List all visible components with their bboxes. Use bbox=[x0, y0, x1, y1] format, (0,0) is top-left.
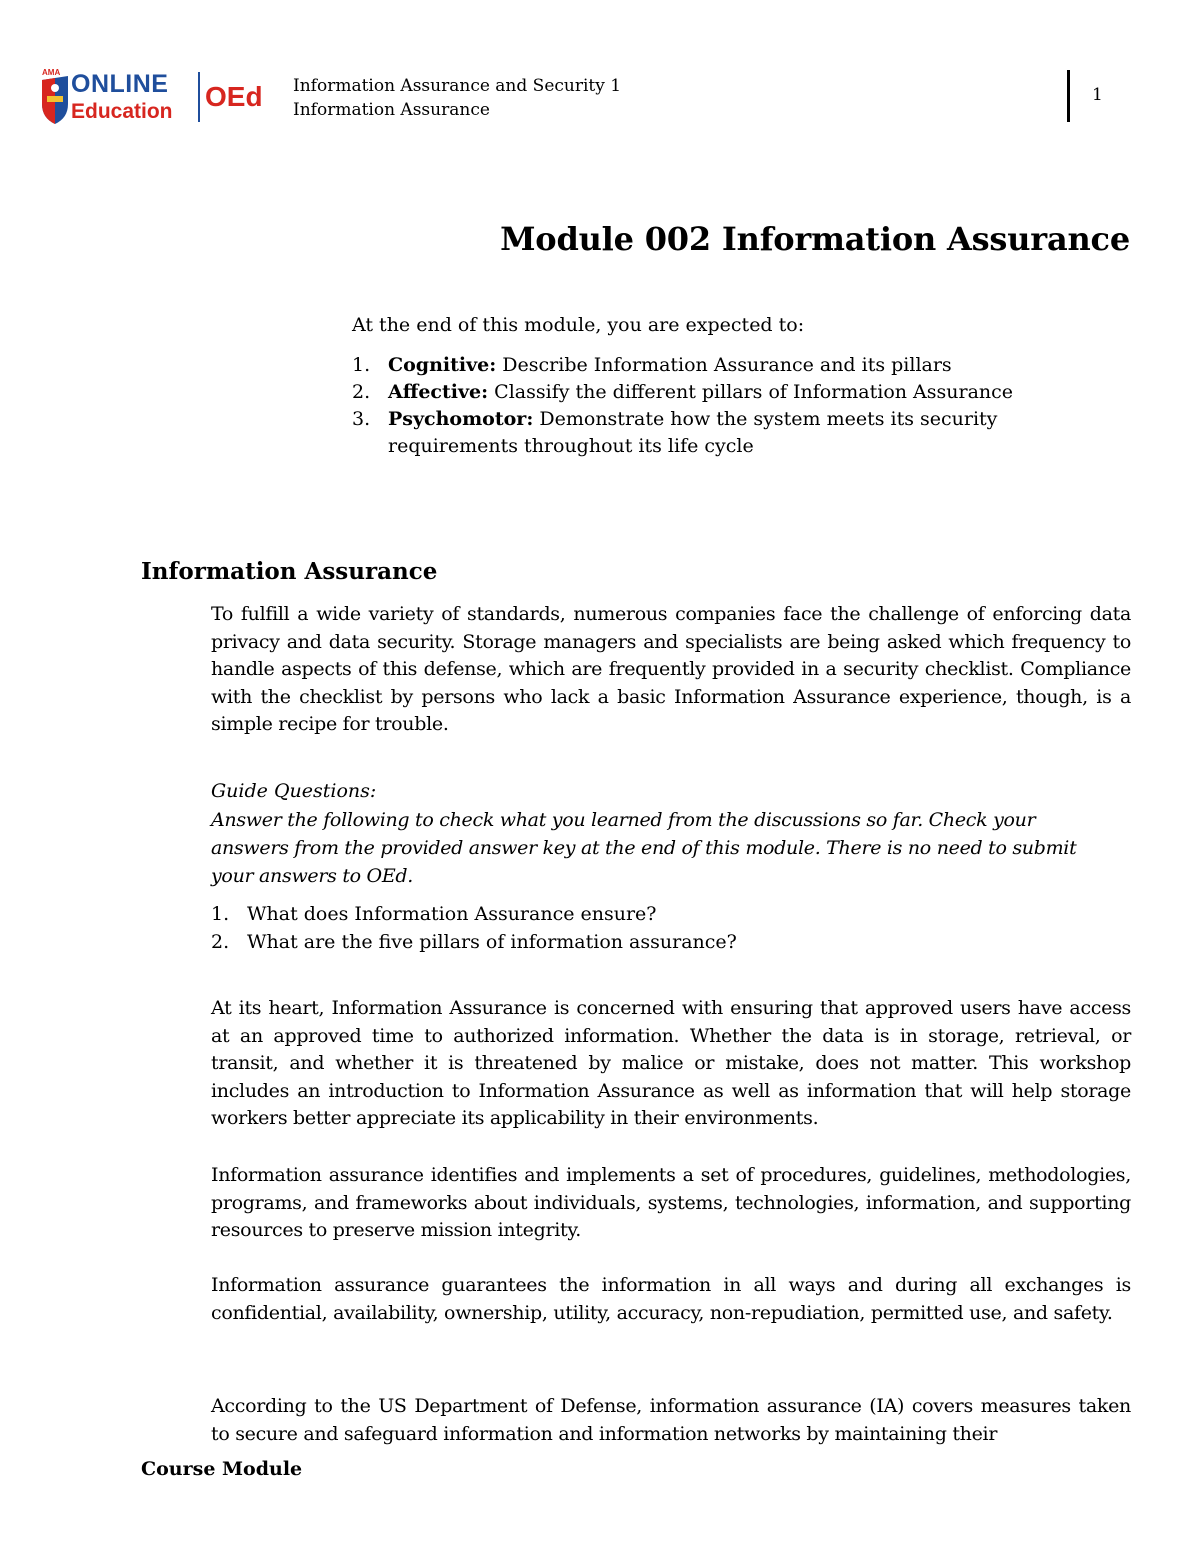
module-title: Module 002 Information Assurance bbox=[500, 220, 1130, 258]
objective-text: Classify the different pillars of Information Assurance bbox=[488, 381, 1014, 403]
objective-text: Demonstrate how the system meets its security requirements throughout its life cycle bbox=[388, 408, 998, 457]
objective-label: Affective: bbox=[388, 381, 489, 403]
paragraph-identifies: Information assurance identifies and implements a set of procedures, guidelines, methodologies, programs, and frameworks about individuals, systems, technologies, information, and supporting resources to preserve mission integrity. bbox=[211, 1164, 1131, 1241]
question-number: 1. bbox=[211, 903, 230, 925]
objectives-list bbox=[352, 352, 1072, 460]
logo-oed-text: OEd bbox=[205, 81, 263, 112]
section-heading: Information Assurance bbox=[141, 558, 438, 585]
objective-text: Describe Information Assurance and its pillars bbox=[496, 354, 952, 376]
ama-seal-text: AMA bbox=[42, 68, 61, 77]
guide-question bbox=[211, 900, 1111, 928]
guide-question bbox=[211, 928, 1111, 956]
paragraph-dod: According to the US Department of Defense, information assurance (IA) covers measures taken to secure and safeguard information and information networks by maintaining their bbox=[211, 1395, 1131, 1445]
question-text: What are the five pillars of information assurance? bbox=[247, 931, 737, 953]
header-title bbox=[293, 74, 621, 122]
guide-questions-list bbox=[211, 900, 1111, 956]
paragraph-heart: At its heart, Information Assurance is concerned with ensuring that approved users have access at an approved time to authorized information. Whether the data is in storage, retrieval, or transit, and whether it is threatened by malice or mistake, does not matter. This workshop includes an introduction to Information Assurance as well as information that will help storage workers better appreciate its applicability in their environments. bbox=[211, 997, 1131, 1129]
header-topic: Information Assurance bbox=[293, 100, 490, 120]
guide-questions-label: Guide Questions: bbox=[211, 780, 377, 802]
question-text: What does Information Assurance ensure? bbox=[247, 903, 657, 925]
objective-number: 2. bbox=[352, 381, 371, 403]
shield-icon bbox=[42, 68, 68, 124]
question-number: 2. bbox=[211, 931, 230, 953]
page-number-divider bbox=[1067, 70, 1070, 122]
objective-item bbox=[352, 352, 1072, 379]
objectives-intro: At the end of this module, you are expected to: bbox=[352, 314, 805, 336]
logo-divider bbox=[198, 72, 200, 122]
logo-education-text: Education bbox=[71, 100, 173, 123]
page-number: 1 bbox=[1092, 85, 1103, 105]
objective-label: Psychomotor: bbox=[388, 408, 534, 430]
paragraph-intro: To fulfill a wide variety of standards, numerous companies face the challenge of enforcing data privacy and data security. Storage managers and specialists are being asked which frequency to handle aspects of this defense, which are frequently provided in a security checklist. Compliance with the checklist by persons who lack a basic Information Assurance experience, though, is a simple recipe for trouble. bbox=[211, 603, 1131, 735]
objective-item bbox=[352, 406, 1072, 460]
objective-number: 1. bbox=[352, 354, 371, 376]
header-course: Information Assurance and Security 1 bbox=[293, 76, 622, 96]
logo-online-text: ONLINE bbox=[71, 70, 169, 98]
footer-course-module: Course Module bbox=[141, 1458, 303, 1480]
objective-number: 3. bbox=[352, 408, 371, 430]
objective-item bbox=[352, 379, 1072, 406]
online-education-logo bbox=[38, 66, 278, 130]
paragraph-guarantees: Information assurance guarantees the information in all ways and during all exchanges is confidential, availability, ownership, utility, accuracy, non-repudiation, permitted use, and safety. bbox=[211, 1274, 1131, 1324]
guide-questions-instructions: Answer the following to check what you learned from the discussions so far. Check your answers from the provided answer key at the end of this module. There is no need to submit your answers to OEd. bbox=[211, 809, 1077, 887]
objective-label: Cognitive: bbox=[388, 354, 497, 376]
